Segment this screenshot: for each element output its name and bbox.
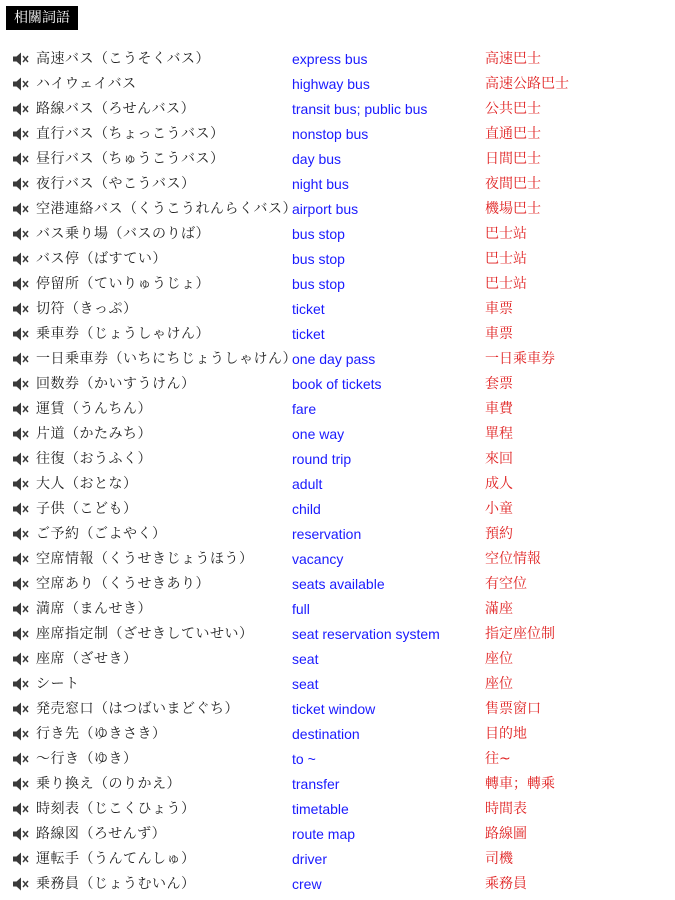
vocab-row	[0, 572, 675, 597]
vocab-row	[0, 347, 675, 372]
chinese-translation: 座位	[485, 676, 513, 692]
speaker-icon[interactable]	[12, 851, 30, 867]
japanese-term: 回数券（かいすうけん）	[36, 376, 196, 392]
chinese-translation: 小童	[485, 501, 513, 517]
chinese-translation: 轉車；轉乘	[485, 776, 555, 792]
speaker-icon[interactable]	[12, 201, 30, 217]
english-translation: adult	[292, 476, 323, 492]
speaker-icon[interactable]	[12, 501, 30, 517]
chinese-translation: 公共巴士	[485, 101, 541, 117]
vocab-row	[0, 247, 675, 272]
english-translation: nonstop bus	[292, 126, 369, 142]
japanese-term: 空席情報（くうせきじょうほう）	[36, 551, 254, 567]
chinese-translation: 指定座位制	[485, 626, 555, 642]
speaker-icon[interactable]	[12, 876, 30, 892]
speaker-icon[interactable]	[12, 701, 30, 717]
chinese-translation: 日間巴士	[485, 151, 541, 167]
japanese-term: 満席（まんせき）	[36, 601, 152, 617]
vocab-row	[0, 522, 675, 547]
japanese-term: 往復（おうふく）	[36, 451, 152, 467]
english-translation: ticket	[292, 301, 325, 317]
vocab-row	[0, 847, 675, 872]
speaker-icon[interactable]	[12, 376, 30, 392]
chinese-translation: 往~	[485, 751, 511, 767]
speaker-icon[interactable]	[12, 776, 30, 792]
chinese-translation: 座位	[485, 651, 513, 667]
english-translation: bus stop	[292, 226, 345, 242]
vocab-row	[0, 672, 675, 697]
speaker-icon[interactable]	[12, 51, 30, 67]
chinese-translation: 巴士站	[485, 251, 527, 267]
chinese-translation: 高速巴士	[485, 51, 541, 67]
english-translation: reservation	[292, 526, 362, 542]
vocab-row	[0, 872, 675, 897]
chinese-translation: 直通巴士	[485, 126, 541, 142]
english-translation: vacancy	[292, 551, 344, 567]
vocab-row	[0, 497, 675, 522]
vocab-row	[0, 297, 675, 322]
english-translation: seat	[292, 651, 319, 667]
chinese-translation: 成人	[485, 476, 513, 492]
vocab-row	[0, 697, 675, 722]
speaker-icon[interactable]	[12, 526, 30, 542]
speaker-icon[interactable]	[12, 401, 30, 417]
english-translation: transfer	[292, 776, 340, 792]
vocab-row	[0, 822, 675, 847]
english-translation: one day pass	[292, 351, 376, 367]
chinese-translation: 目的地	[485, 726, 527, 742]
chinese-translation: 司機	[485, 851, 513, 867]
japanese-term: シート	[36, 676, 80, 692]
english-translation: one way	[292, 426, 345, 442]
speaker-icon[interactable]	[12, 126, 30, 142]
speaker-icon[interactable]	[12, 276, 30, 292]
english-translation: highway bus	[292, 76, 370, 92]
japanese-term: 路線バス（ろせんバス）	[36, 101, 196, 117]
speaker-icon[interactable]	[12, 451, 30, 467]
vocab-row	[0, 747, 675, 772]
english-translation: full	[292, 601, 310, 617]
vocab-row	[0, 772, 675, 797]
speaker-icon[interactable]	[12, 601, 30, 617]
speaker-icon[interactable]	[12, 476, 30, 492]
japanese-term: バス停（ばすてい）	[36, 251, 167, 267]
chinese-translation: 車票	[485, 301, 513, 317]
japanese-term: ハイウェイバス	[36, 76, 137, 92]
japanese-term: バス乗り場（バスのりば）	[36, 226, 210, 242]
speaker-icon[interactable]	[12, 801, 30, 817]
japanese-term: ～行き（ゆき）	[36, 751, 138, 767]
chinese-translation: 乘務員	[485, 876, 527, 892]
chinese-translation: 一日乘車券	[485, 351, 555, 367]
japanese-term: 座席（ざせき）	[36, 651, 138, 667]
chinese-translation: 巴士站	[485, 226, 527, 242]
english-translation: airport bus	[292, 201, 359, 217]
vocab-row	[0, 147, 675, 172]
english-translation: destination	[292, 726, 360, 742]
english-translation: round trip	[292, 451, 352, 467]
japanese-term: 時刻表（じこくひょう）	[36, 801, 196, 817]
english-translation: child	[292, 501, 321, 517]
section-title: 相關詞語	[6, 6, 78, 30]
chinese-translation: 單程	[485, 426, 513, 442]
japanese-term: 片道（かたみち）	[36, 426, 152, 442]
vocabulary-list	[0, 47, 675, 897]
vocab-row	[0, 172, 675, 197]
vocab-row	[0, 647, 675, 672]
speaker-icon[interactable]	[12, 151, 30, 167]
japanese-term: 乗車券（じょうしゃけん）	[36, 326, 210, 342]
speaker-icon[interactable]	[12, 826, 30, 842]
chinese-translation: 時間表	[485, 801, 527, 817]
vocab-row	[0, 47, 675, 72]
speaker-icon[interactable]	[12, 101, 30, 117]
japanese-term: 停留所（ていりゅうじょ）	[36, 276, 210, 292]
japanese-term: 昼行バス（ちゅうこうバス）	[36, 151, 225, 167]
vocab-row	[0, 372, 675, 397]
chinese-translation: 空位情報	[485, 551, 541, 567]
japanese-term: 路線図（ろせんず）	[36, 826, 167, 842]
vocab-row	[0, 397, 675, 422]
japanese-term: 夜行バス（やこうバス）	[36, 176, 196, 192]
japanese-term: 一日乗車券（いちにちじょうしゃけん）	[36, 351, 297, 367]
english-translation: timetable	[292, 801, 349, 817]
english-translation: bus stop	[292, 276, 345, 292]
english-translation: seats available	[292, 576, 385, 592]
vocab-row	[0, 797, 675, 822]
speaker-icon[interactable]	[12, 551, 30, 567]
vocab-row	[0, 97, 675, 122]
japanese-term: 切符（きっぷ）	[36, 301, 138, 317]
vocab-row	[0, 122, 675, 147]
vocab-row	[0, 72, 675, 97]
chinese-translation: 套票	[485, 376, 513, 392]
chinese-translation: 滿座	[485, 601, 513, 617]
japanese-term: 空港連絡バス（くうこうれんらくバス）	[36, 201, 297, 217]
vocab-row	[0, 447, 675, 472]
speaker-icon[interactable]	[12, 426, 30, 442]
english-translation: express bus	[292, 51, 368, 67]
english-translation: crew	[292, 876, 322, 892]
chinese-translation: 有空位	[485, 576, 527, 592]
chinese-translation: 車費	[485, 401, 513, 417]
japanese-term: 運賃（うんちん）	[36, 401, 152, 417]
japanese-term: 大人（おとな）	[36, 476, 138, 492]
japanese-term: 空席あり（くうせきあり）	[36, 576, 210, 592]
japanese-term: ご予約（ごよやく）	[36, 526, 167, 542]
chinese-translation: 車票	[485, 326, 513, 342]
english-translation: driver	[292, 851, 328, 867]
vocab-row	[0, 722, 675, 747]
english-translation: ticket window	[292, 701, 376, 717]
vocab-row	[0, 197, 675, 222]
english-translation: bus stop	[292, 251, 345, 267]
vocab-row	[0, 422, 675, 447]
english-translation: route map	[292, 826, 356, 842]
speaker-icon[interactable]	[12, 76, 30, 92]
english-translation: seat reservation system	[292, 626, 440, 642]
english-translation: fare	[292, 401, 317, 417]
chinese-translation: 來回	[485, 451, 513, 467]
chinese-translation: 夜間巴士	[485, 176, 541, 192]
chinese-translation: 售票窗口	[485, 701, 541, 717]
chinese-translation: 巴士站	[485, 276, 527, 292]
vocab-row	[0, 272, 675, 297]
speaker-icon[interactable]	[12, 651, 30, 667]
vocab-row	[0, 622, 675, 647]
vocab-row	[0, 322, 675, 347]
speaker-icon[interactable]	[12, 576, 30, 592]
vocab-row	[0, 222, 675, 247]
speaker-icon[interactable]	[12, 751, 30, 767]
chinese-translation: 路線圖	[485, 826, 527, 842]
japanese-term: 子供（こども）	[36, 501, 138, 517]
speaker-icon[interactable]	[12, 326, 30, 342]
speaker-icon[interactable]	[12, 351, 30, 367]
speaker-icon[interactable]	[12, 176, 30, 192]
english-translation: book of tickets	[292, 376, 382, 392]
english-translation: day bus	[292, 151, 342, 167]
japanese-term: 座席指定制（ざせきしていせい）	[36, 626, 254, 642]
speaker-icon[interactable]	[12, 626, 30, 642]
speaker-icon[interactable]	[12, 301, 30, 317]
vocab-row	[0, 472, 675, 497]
japanese-term: 乗り換え（のりかえ）	[36, 776, 181, 792]
chinese-translation: 預約	[485, 526, 513, 542]
chinese-translation: 機場巴士	[485, 201, 541, 217]
speaker-icon[interactable]	[12, 226, 30, 242]
speaker-icon[interactable]	[12, 251, 30, 267]
english-translation: transit bus; public bus	[292, 101, 428, 117]
english-translation: to ~	[292, 751, 316, 767]
chinese-translation: 高速公路巴士	[485, 76, 569, 92]
japanese-term: 高速バス（こうそくバス）	[36, 51, 210, 67]
english-translation: ticket	[292, 326, 325, 342]
speaker-icon[interactable]	[12, 676, 30, 692]
japanese-term: 発売窓口（はつばいまどぐち）	[36, 701, 239, 717]
japanese-term: 行き先（ゆきさき）	[36, 726, 167, 742]
english-translation: seat	[292, 676, 319, 692]
english-translation: night bus	[292, 176, 349, 192]
japanese-term: 乗務員（じょうむいん）	[36, 876, 196, 892]
vocab-row	[0, 597, 675, 622]
vocab-row	[0, 547, 675, 572]
japanese-term: 直行バス（ちょっこうバス）	[36, 126, 225, 142]
japanese-term: 運転手（うんてんしゅ）	[36, 851, 196, 867]
speaker-icon[interactable]	[12, 726, 30, 742]
